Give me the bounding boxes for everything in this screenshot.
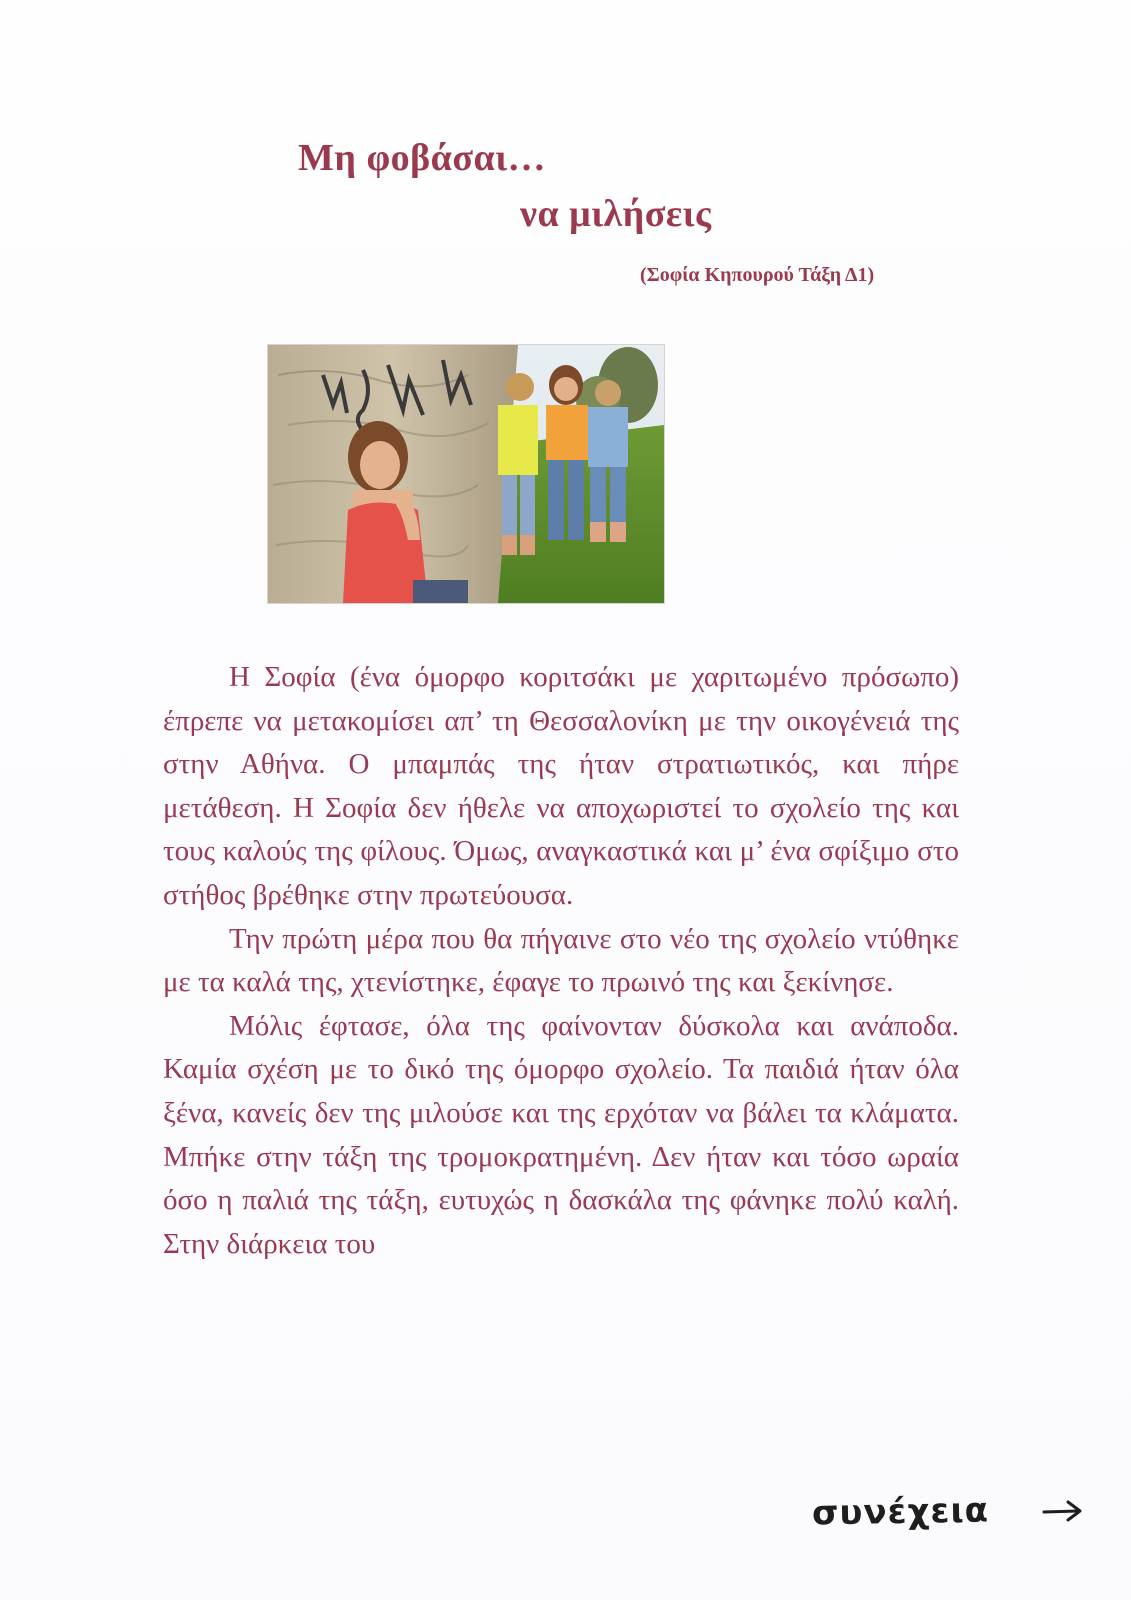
title-line-1: Μη φοβάσαι… <box>298 137 547 179</box>
continue-note: συνέχεια <box>811 1490 990 1534</box>
story-body <box>163 656 959 1266</box>
title-line-2: να μιλήσεις <box>520 193 712 235</box>
paragraph-3: Μόλις έφτασε, όλα της φαίνονταν δύσκολα και ανάποδα. Καμία σχέση με το δικό της όμορφο σχολείο. Τα παιδιά ήταν όλα ξένα, κανείς δεν της μιλούσε και της ερχόταν να βάλει τα κλάματα. Μπήκε στην τάξη της τρομοκρατημένη. Δεν ήταν και τόσο ωραία όσο η παλιά της τάξη, ευτυχώς η δασκάλα της φάνηκε πολύ καλή. Στην διάρκεια του <box>163 1009 959 1260</box>
paragraph-2: Την πρώτη μέρα που θα πήγαινε στο νέο της σχολείο ντύθηκε με τα καλά της, χτενίστηκε, έφαγε το πρωινό της και ξεκίνησε. <box>163 922 959 999</box>
author-byline: (Σοφία Κηπουρού Τάξη Δ1) <box>640 264 875 286</box>
story-photo <box>267 344 665 604</box>
paragraph-1: Η Σοφία (ένα όμορφο κοριτσάκι με χαριτωμένο πρόσωπο) έπρεπε να μετακομίσει απ’ τη Θεσσαλονίκη με την οικογένειά της στην Αθήνα. Ο μπαμπάς της ήταν στρατιωτικός, και πήρε μετάθεση. Η Σοφία δεν ήθελε να αποχωριστεί το σχολείο της και τους καλούς της φίλους. Όμως, αναγκαστικά και μ’ ένα σφίξιμο στο στήθος βρέθηκε στην πρωτεύουσα. <box>163 661 959 911</box>
right-arrow-icon <box>1040 1496 1090 1531</box>
